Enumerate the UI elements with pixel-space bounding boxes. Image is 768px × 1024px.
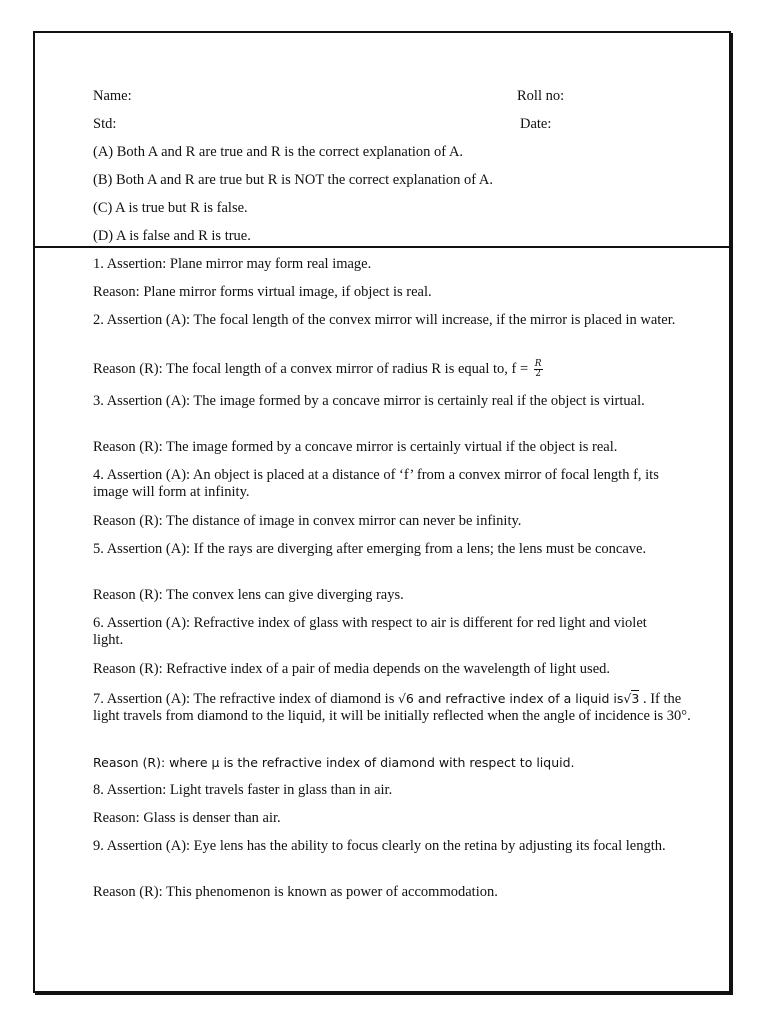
q4-reason: Reason (R): The distance of image in convex mirror can never be infinity. <box>93 513 522 529</box>
q6-reason: Reason (R): Refractive index of a pair of media depends on the wavelength of light used. <box>93 661 611 677</box>
fraction-numerator: R <box>534 359 542 369</box>
q1-reason: Reason: Plane mirror forms virtual image, if object is real. <box>93 284 432 300</box>
q9-reason: Reason (R): This phenomenon is known as power of accommodation. <box>93 884 498 900</box>
q2-reason <box>93 360 543 379</box>
date-label: Date: <box>520 116 552 132</box>
option-c: (C) A is true but R is false. <box>93 200 248 216</box>
option-d: (D) A is false and R is true. <box>93 228 251 244</box>
q8-reason: Reason: Glass is denser than air. <box>93 810 281 826</box>
q4-assertion: 4. Assertion (A): An object is placed at a distance of ‘f’ from a convex mirror of focal length f, its image will form at infinity. <box>93 467 659 500</box>
std-label: Std: <box>93 116 117 132</box>
q3-reason: Reason (R): The image formed by a concave mirror is certainly virtual if the object is real. <box>93 439 618 455</box>
q2-assertion: 2. Assertion (A): The focal length of the convex mirror will increase, if the mirror is placed in water. <box>93 312 676 328</box>
section-divider <box>35 246 731 248</box>
q7-assertion <box>93 690 693 725</box>
q5-reason: Reason (R): The convex lens can give diverging rays. <box>93 587 404 603</box>
option-a: (A) Both A and R are true and R is the correct explanation of A. <box>93 144 464 160</box>
option-b: (B) Both A and R are true but R is NOT the correct explanation of A. <box>93 172 494 188</box>
q1-assertion: 1. Assertion: Plane mirror may form real image. <box>93 256 372 272</box>
q8-assertion: 8. Assertion: Light travels faster in glass than in air. <box>93 782 393 798</box>
q7-text-1: 7. Assertion (A): The refractive index of diamond is <box>93 691 398 707</box>
q7-reason: Reason (R): where μ is the refractive index of diamond with respect to liquid. <box>93 755 575 770</box>
root-3-value <box>631 691 639 706</box>
root-6: √6 <box>397 691 414 706</box>
q7-text-2: and refractive index of a liquid is <box>413 691 624 706</box>
name-label: Name: <box>93 88 132 104</box>
q7-text-3: . If the light travels from diamond to the liquid, it will be initially reflected when the angle of incidence is 30°. <box>93 691 691 724</box>
sqrt-icon: √ <box>623 691 632 706</box>
q9-assertion: 9. Assertion (A): Eye lens has the ability to focus clearly on the retina by adjusting its focal length. <box>93 838 666 854</box>
fraction-denominator: 2 <box>535 369 542 379</box>
q3-assertion: 3. Assertion (A): The image formed by a concave mirror is certainly real if the object is virtual. <box>93 393 645 409</box>
q2-reason-text: Reason (R): The focal length of a convex mirror of radius R is equal to, f = <box>93 360 529 377</box>
roll-no-label: Roll no: <box>517 88 565 104</box>
radicand-3: 3 <box>631 691 640 706</box>
r-over-2-fraction <box>534 360 543 379</box>
q6-assertion: 6. Assertion (A): Refractive index of glass with respect to air is different for red light and violet light. <box>93 615 647 648</box>
q5-assertion: 5. Assertion (A): If the rays are diverging after emerging from a lens; the lens must be concave. <box>93 541 647 557</box>
